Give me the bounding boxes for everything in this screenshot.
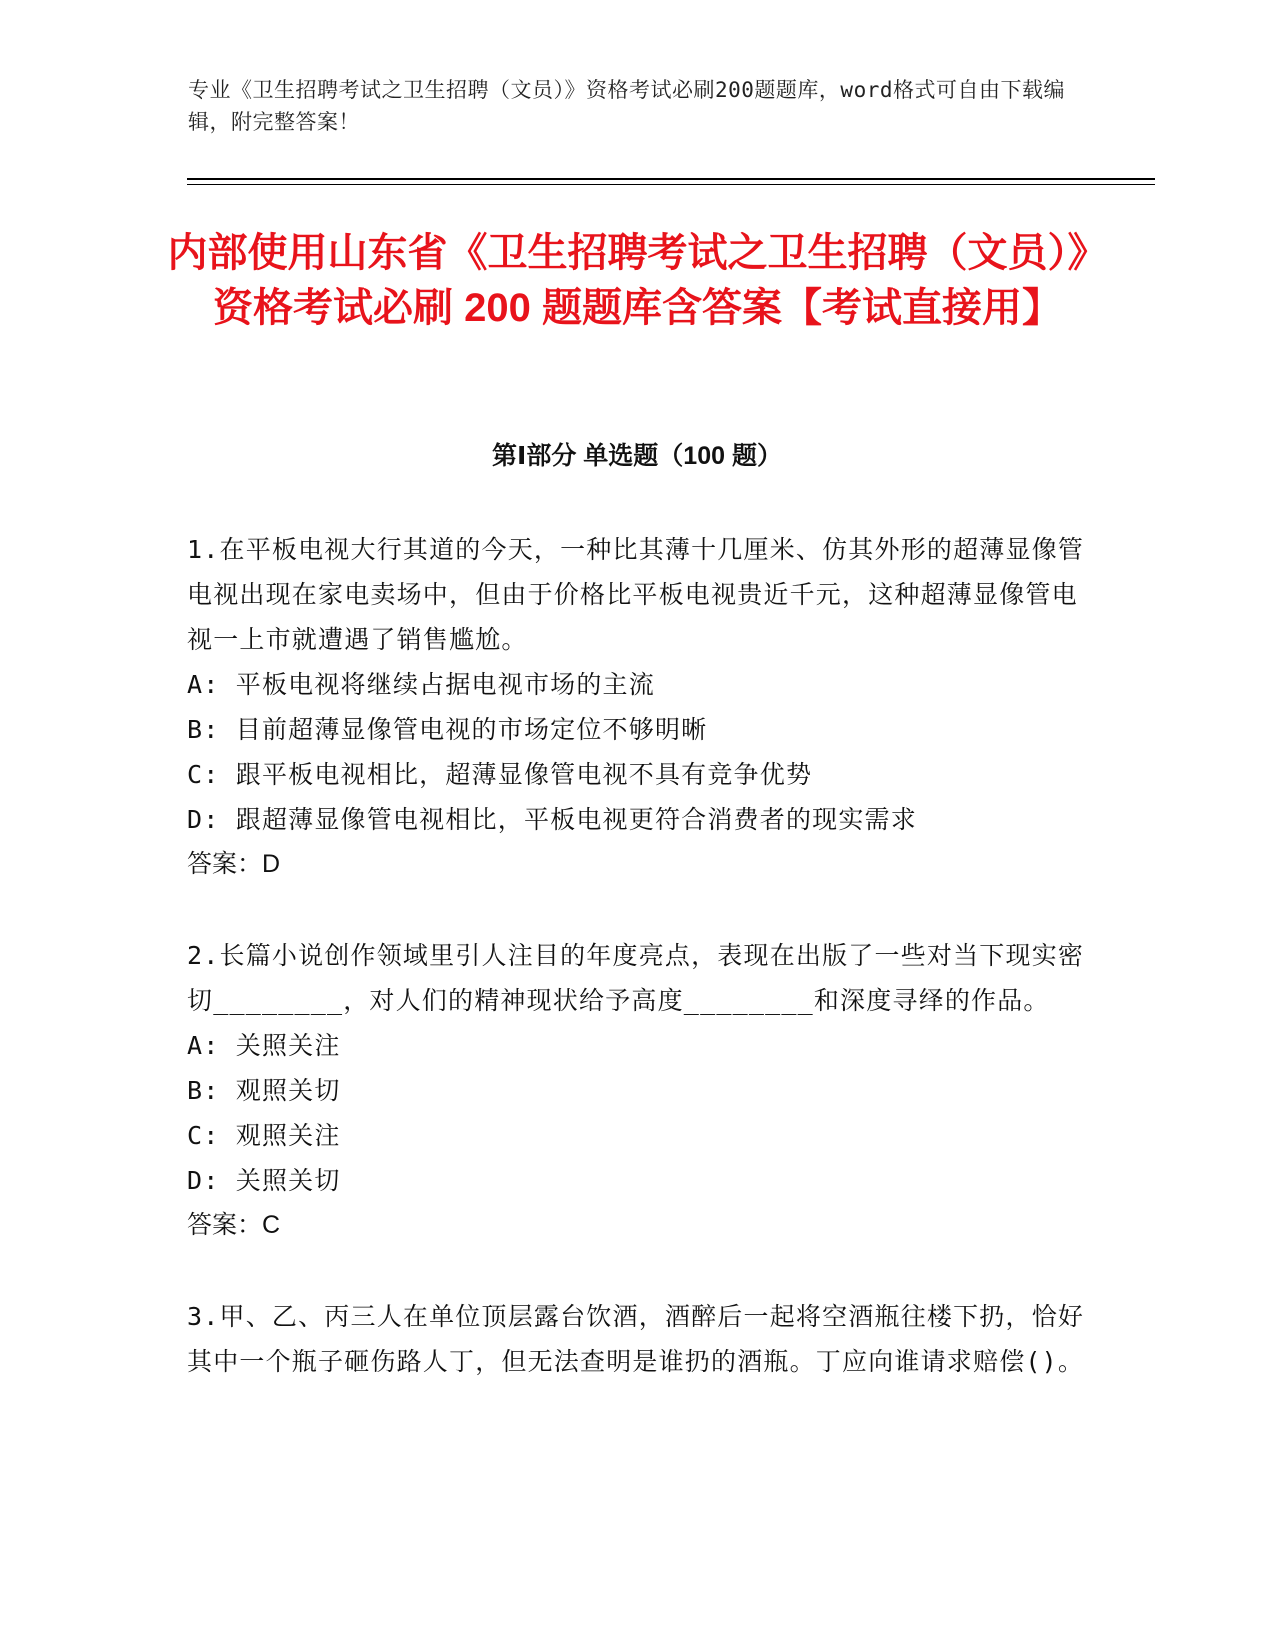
header-divider-thin bbox=[187, 184, 1155, 185]
question-2 bbox=[187, 933, 1087, 1248]
option-d: D: 关照关切 bbox=[187, 1166, 341, 1195]
option-c: C: 观照关注 bbox=[187, 1121, 341, 1150]
option-a: A: 关照关注 bbox=[187, 1031, 341, 1060]
option-b: B: 目前超薄显像管电视的市场定位不够明晰 bbox=[187, 715, 708, 744]
option-b: B: 观照关切 bbox=[187, 1076, 341, 1105]
header-divider-thick bbox=[187, 178, 1155, 180]
section-title: 第Ⅰ部分 单选题（100 题） bbox=[492, 442, 782, 470]
question-stem: 2.长篇小说创作领域里引人注目的年度亮点，表现在出版了一些对当下现实密切________，对人们的精神现状给予高度________和深度寻绎的作品。 bbox=[187, 941, 1085, 1015]
question-3 bbox=[187, 1294, 1087, 1384]
question-stem: 3.甲、乙、丙三人在单位顶层露台饮酒，酒醉后一起将空酒瓶往楼下扔，恰好其中一个瓶子砸伤路人丁，但无法查明是谁扔的酒瓶。丁应向谁请求赔偿()。 bbox=[187, 1302, 1085, 1376]
header-note: 专业《卫生招聘考试之卫生招聘（文员）》资格考试必刷200题题库，word格式可自由下载编辑，附完整答案！ bbox=[188, 78, 1065, 134]
option-list bbox=[187, 662, 1087, 842]
question-stem: 1.在平板电视大行其道的今天，一种比其薄十几厘米、仿其外形的超薄显像管电视出现在家电卖场中，但由于价格比平板电视贵近千元，这种超薄显像管电视一上市就遭遇了销售尴尬。 bbox=[187, 535, 1085, 654]
answer: 答案：C bbox=[187, 1211, 281, 1239]
option-a: A: 平板电视将继续占据电视市场的主流 bbox=[187, 670, 655, 699]
option-list bbox=[187, 1023, 1087, 1203]
option-d: D: 跟超薄显像管电视相比，平板电视更符合消费者的现实需求 bbox=[187, 805, 917, 834]
option-c: C: 跟平板电视相比，超薄显像管电视不具有竞争优势 bbox=[187, 760, 813, 789]
document-title: 内部使用山东省《卫生招聘考试之卫生招聘（文员）》资格考试必刷 200 题题库含答案【考试直接用】 bbox=[167, 231, 1108, 330]
answer: 答案：D bbox=[187, 850, 281, 878]
question-1 bbox=[187, 527, 1087, 887]
question-list bbox=[187, 527, 1087, 1430]
